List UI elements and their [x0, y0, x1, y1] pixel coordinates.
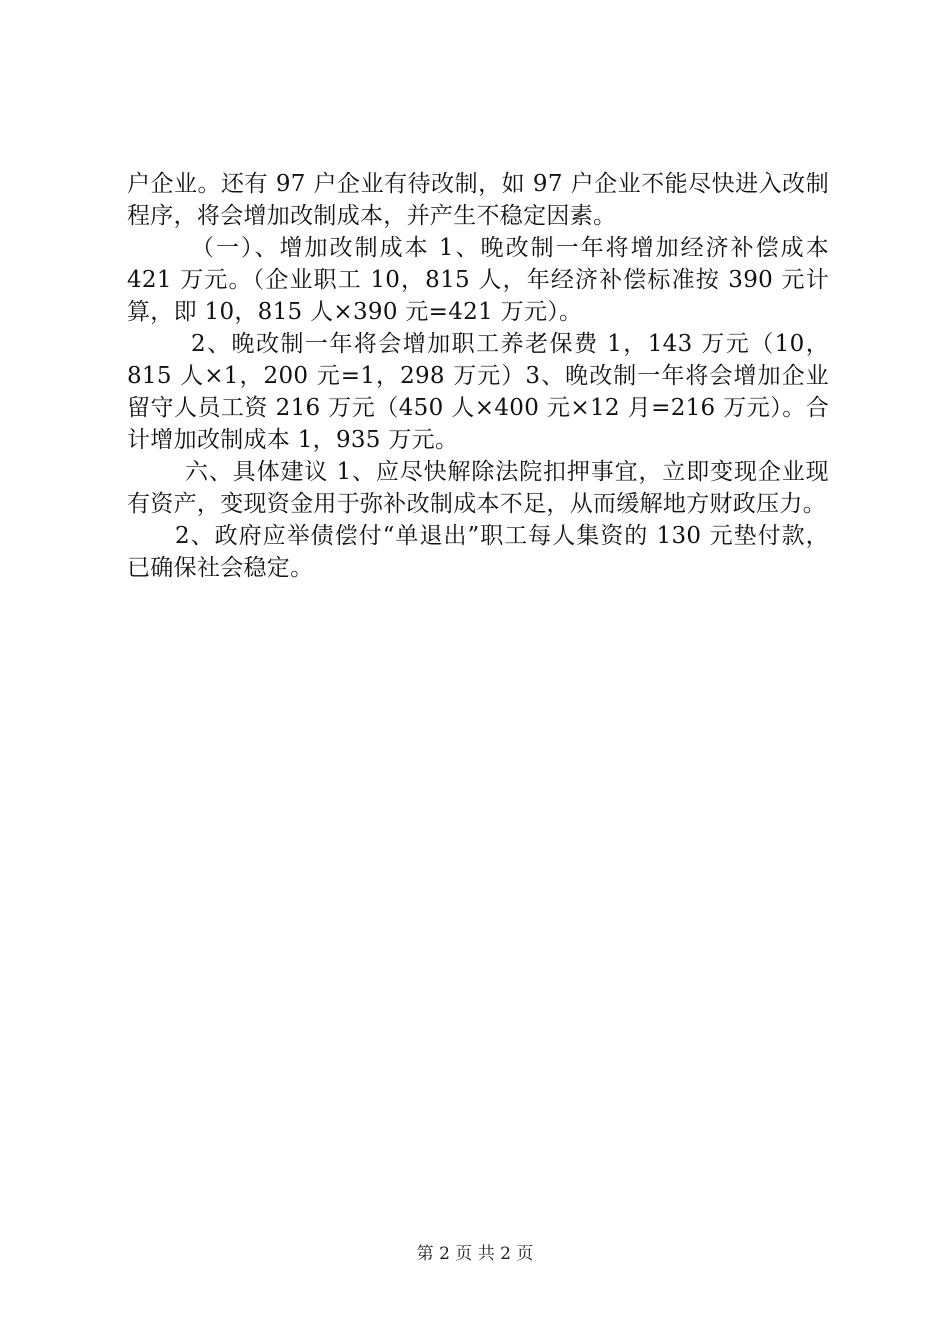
paragraph-3: 2、晚改制一年将会增加职工养老保费 1，143 万元（10，815 人×1，200 元=1，298 万元）3、晚改制一年将会增加企业留守人员工资 216 万元（450 人×400 元×12 月=216 万元）。合计增加改制成本 1，935 万元。: [127, 331, 829, 453]
paragraph-5: 2、政府应举债偿付“单退出”职工每人集资的 130 元垫付款，已确保社会稳定。: [127, 523, 829, 581]
page-number-footer: 第 2 页 共 2 页: [416, 1244, 534, 1264]
paragraph-1: 户企业。还有 97 户企业有待改制，如 97 户企业不能尽快进入改制程序，将会增加改制成本，并产生不稳定因素。: [127, 171, 829, 229]
document-body: [127, 168, 829, 584]
paragraph-2: （一）、增加改制成本 1、晚改制一年将增加经济补偿成本 421 万元。（企业职工 10，815 人，年经济补偿标准按 390 元计算，即 10，815 人×390 元=421 万元）。: [127, 235, 829, 325]
paragraph-4: 六、具体建议 1、应尽快解除法院扣押事宜，立即变现企业现有资产，变现资金用于弥补改制成本不足，从而缓解地方财政压力。: [127, 459, 829, 517]
